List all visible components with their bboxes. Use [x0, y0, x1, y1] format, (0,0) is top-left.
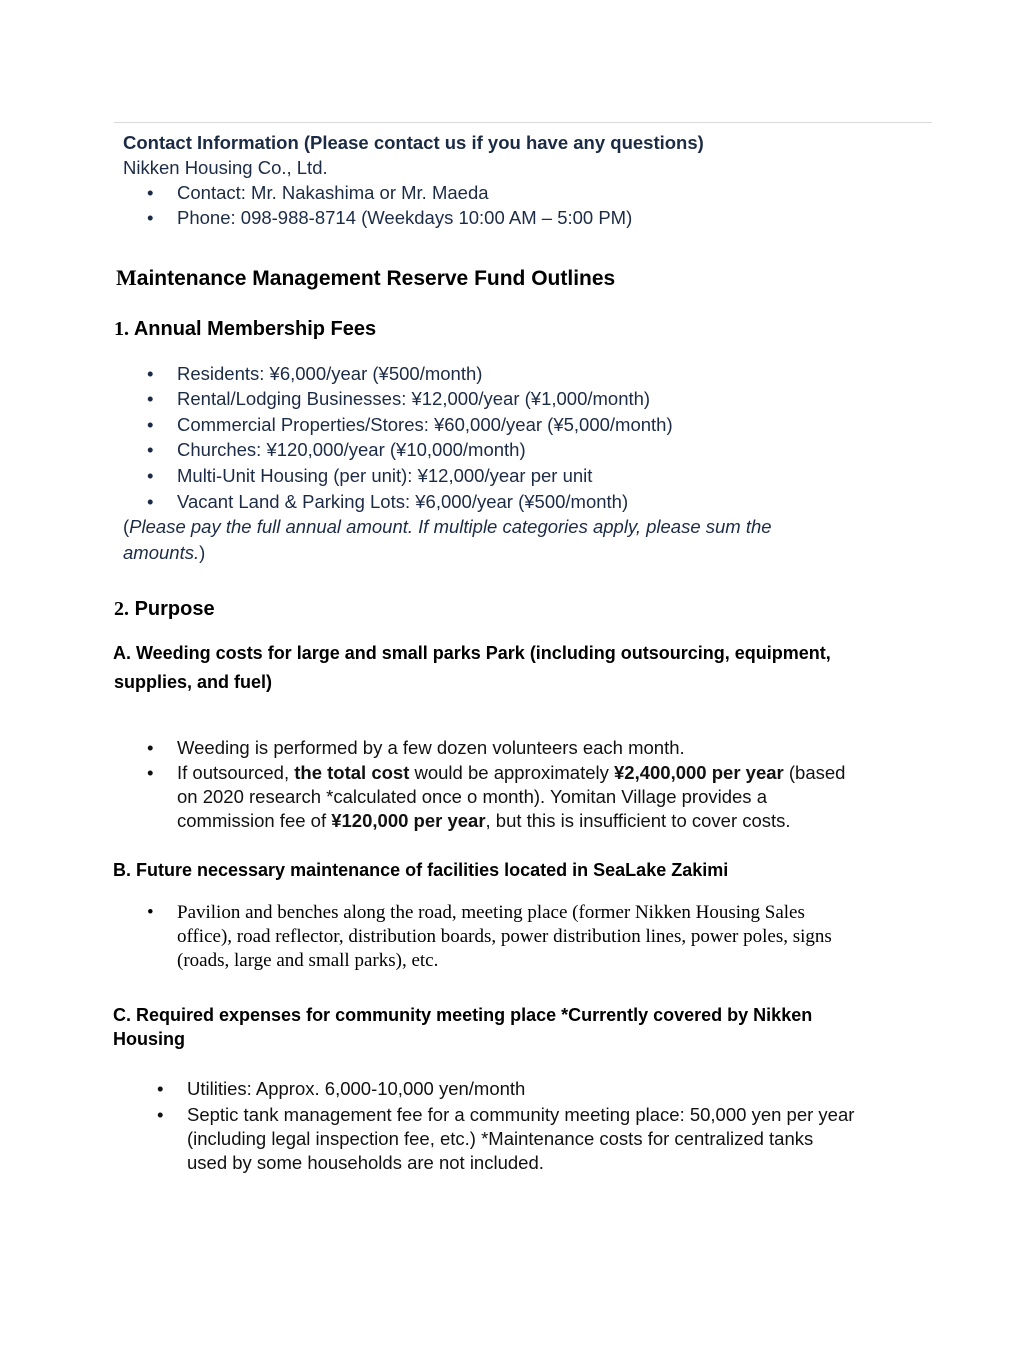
main-heading: Maintenance Management Reserve Fund Outlines: [116, 265, 616, 290]
section-2-heading: 2. Purpose: [114, 598, 215, 620]
contact-company: Nikken Housing Co., Ltd.: [123, 157, 328, 178]
purpose-a-item-continued: on 2020 research *calculated once o month). Yomitan Village provides a: [177, 786, 767, 807]
bullet-icon: •: [147, 182, 154, 203]
bullet-icon: •: [147, 363, 154, 384]
fee-note: (Please pay the full annual amount. If multiple categories apply, please sum the: [123, 516, 772, 537]
bullet-icon: •: [147, 207, 154, 228]
bullet-icon: •: [157, 1078, 164, 1099]
contact-phone-item: • Phone: 098-988-8714 (Weekdays 10:00 AM – 5:00 PM): [147, 207, 633, 228]
contact-person-item: • Contact: Mr. Nakashima or Mr. Maeda: [147, 182, 489, 203]
purpose-b-item: • Pavilion and benches along the road, meeting place (former Nikken Housing Sales: [147, 902, 805, 923]
purpose-c-heading: C. Required expenses for community meeting place *Currently covered by Nikken: [113, 1005, 813, 1025]
bullet-icon: •: [147, 414, 154, 435]
bullet-icon: •: [147, 465, 154, 486]
purpose-c-item-continued: used by some households are not included.: [187, 1152, 544, 1173]
bullet-icon: •: [147, 902, 154, 923]
bullet-icon: •: [147, 439, 154, 460]
top-divider: [114, 122, 932, 123]
contact-heading: Contact Information (Please contact us if you have any questions): [123, 132, 704, 153]
bullet-icon: •: [147, 737, 154, 758]
fee-item: • Churches: ¥120,000/year (¥10,000/month): [147, 439, 526, 460]
purpose-c-item: • Utilities: Approx. 6,000-10,000 yen/month: [157, 1078, 526, 1099]
purpose-a-heading-continued: supplies, and fuel): [114, 672, 273, 692]
purpose-a-item: • Weeding is performed by a few dozen volunteers each month.: [147, 737, 685, 758]
purpose-a-item: • If outsourced, the total cost would be approximately ¥2,400,000 per year (based: [147, 762, 846, 783]
purpose-b-item-continued: (roads, large and small parks), etc.: [177, 950, 439, 971]
fee-note-continued: amounts.): [123, 542, 206, 563]
purpose-c-item: • Septic tank management fee for a community meeting place: 50,000 yen per year: [157, 1104, 855, 1125]
fee-item: • Residents: ¥6,000/year (¥500/month): [147, 363, 483, 384]
purpose-a-heading: A. Weeding costs for large and small parks Park (including outsourcing, equipment,: [113, 643, 831, 663]
bullet-icon: •: [147, 388, 154, 409]
purpose-b-item-continued: office), road reflector, distribution boards, power distribution lines, power poles, signs: [177, 926, 832, 947]
purpose-b-heading: B. Future necessary maintenance of facilities located in SeaLake Zakimi: [113, 860, 729, 880]
purpose-a-item-continued: commission fee of ¥120,000 per year, but this is insufficient to cover costs.: [177, 810, 791, 831]
bullet-icon: •: [157, 1104, 164, 1125]
fee-item: • Commercial Properties/Stores: ¥60,000/year (¥5,000/month): [147, 414, 673, 435]
fee-item: • Multi-Unit Housing (per unit): ¥12,000/year per unit: [147, 465, 593, 486]
fee-item: • Vacant Land & Parking Lots: ¥6,000/year (¥500/month): [147, 491, 629, 512]
fee-item: • Rental/Lodging Businesses: ¥12,000/year (¥1,000/month): [147, 388, 651, 409]
purpose-c-item-continued: (including legal inspection fee, etc.) *Maintenance costs for centralized tanks: [187, 1128, 814, 1149]
section-1-heading: 1. Annual Membership Fees: [114, 318, 377, 340]
bullet-icon: •: [147, 491, 154, 512]
bullet-icon: •: [147, 762, 154, 783]
purpose-c-heading-continued: Housing: [113, 1029, 185, 1049]
